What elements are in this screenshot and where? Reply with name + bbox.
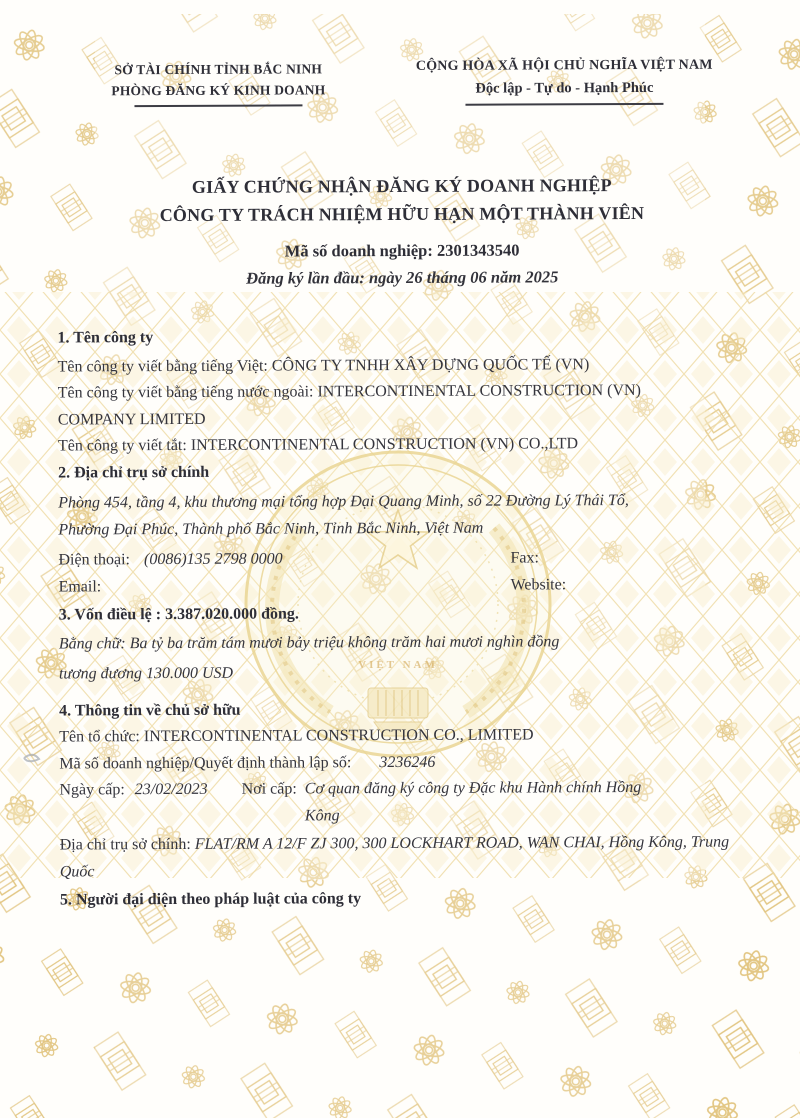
email-label: Email:: [58, 577, 102, 595]
national-motto-block: [384, 54, 744, 106]
phone-fax-row: [58, 544, 748, 574]
issue-info-row: [59, 774, 749, 830]
owner-reg-label: Mã số doanh nghiệp/Quyết định thành lập số:: [59, 753, 352, 772]
owner-name-label: Tên tổ chức:: [59, 728, 140, 746]
issue-place-label: Nơi cấp:: [241, 780, 297, 798]
emblem-country-text: VIỆT NAM: [358, 659, 438, 671]
email-cell: [59, 572, 511, 600]
issuing-authority-line2: PHÒNG ĐĂNG KÝ KINH DOANH: [111, 82, 326, 99]
section3-heading: [59, 599, 749, 629]
section5-heading: 5. Người đại diện theo pháp luật của công ty: [59, 890, 362, 909]
bottom-pattern: [0, 880, 800, 1118]
issue-date-label: Ngày cấp:: [59, 781, 125, 799]
owner-reg-value: 3236246: [379, 753, 436, 771]
issuing-authority-line1: SỞ TÀI CHÍNH TỈNH BẮC NINH: [114, 61, 323, 78]
owner-address-line: [60, 829, 750, 885]
email-website-row: [59, 571, 749, 601]
enterprise-code-value: 2301343540: [436, 240, 520, 260]
foreign-name-value: INTERCONTINENTAL CONSTRUCTION (VN) COMPANY LIMITED: [57, 381, 641, 428]
foreign-name-line: [58, 378, 718, 434]
phone-value: (0086)135 2798 0000: [143, 550, 283, 569]
fax-label: Fax:: [510, 549, 539, 567]
owner-address-value: FLAT/RM A 12/F ZJ 300, 300 LOCKHART ROAD, WAN CHAI, Hồng Kông, Trung Quốc: [59, 833, 730, 880]
phone-cell: [58, 546, 510, 574]
section2-heading: 2. Địa chỉ trụ sở chính: [58, 463, 210, 481]
phone-label: Điện thoại:: [58, 551, 131, 569]
national-title: CỘNG HÒA XÃ HỘI CHỦ NGHĨA VIỆT NAM: [415, 57, 713, 74]
capital-in-words: Bằng chữ: Ba tỷ ba trăm tám mươi bảy triệu không trăm hai mươi nghìn đồng: [58, 632, 560, 652]
national-motto: Độc lập - Tự do - Hạnh Phúc: [475, 79, 654, 97]
issue-date-value: 23/02/2023: [134, 780, 208, 799]
document-header: [56, 44, 746, 143]
vietnamese-name-value: CÔNG TY TNHH XÂY DỰNG QUỐC TẾ (VN): [271, 355, 590, 375]
certificate-title-line2: CÔNG TY TRÁCH NHIỆM HỮU HẠN MỘT THÀNH VIÊN: [159, 202, 645, 226]
title-block: [57, 170, 747, 289]
short-name-value: INTERCONTINENTAL CONSTRUCTION (VN) CO.,LTD: [190, 435, 579, 454]
owner-name-value: INTERCONTINENTAL CONSTRUCTION CO., LIMITED: [143, 726, 534, 746]
owner-address-label: Địa chỉ trụ sở chính:: [59, 835, 191, 854]
short-name-label: Tên công ty viết tắt:: [57, 436, 187, 455]
owner-name-line: [59, 721, 749, 751]
foreign-name-label: Tên công ty viết bằng tiếng nước ngoài:: [57, 383, 314, 402]
issue-place-value: Cơ quan đăng ký công ty Đặc khu Hành chính Hồng Kông: [304, 778, 642, 824]
registration-date-line: Đăng ký lần đầu: ngày 26 tháng 06 năm 2025: [246, 267, 559, 288]
certificate-body: [57, 322, 750, 914]
enterprise-code-line: [57, 239, 747, 262]
short-name-line: [58, 430, 748, 460]
issuing-authority-block: [78, 58, 358, 107]
header-left-rule: [134, 104, 302, 107]
owner-reg-number-line: [59, 748, 749, 778]
charter-capital-value: 3.387.020.000 đồng.: [165, 605, 299, 624]
vietnamese-name-label: Tên công ty viết bằng tiếng Việt:: [57, 357, 268, 375]
section1-heading: 1. Tên công ty: [57, 329, 154, 347]
header-right-rule: [465, 103, 663, 106]
enterprise-code-label: Mã số doanh nghiệp:: [284, 240, 433, 261]
website-label: Website:: [510, 575, 567, 594]
certificate-title-line1: GIẤY CHỨNG NHẬN ĐĂNG KÝ DOANH NGHIỆP: [191, 175, 612, 197]
head-office-address: Phòng 454, tầng 4, khu thương mại tổng hợp Đại Quang Minh, số 22 Đường Lý Thái Tổ, Phường Đại Phúc, Thành phố Bắc Ninh, Tỉnh Bắc Ninh, Việt Nam: [58, 492, 629, 538]
charter-capital-label: 3. Vốn điều lệ :: [58, 606, 162, 624]
section4-heading: 4. Thông tin về chủ sở hữu: [59, 701, 241, 719]
fax-cell: [510, 544, 748, 572]
website-cell: [511, 571, 749, 599]
capital-equivalent: tương đương 130.000 USD: [58, 664, 234, 683]
vietnamese-name-line: [58, 351, 748, 381]
